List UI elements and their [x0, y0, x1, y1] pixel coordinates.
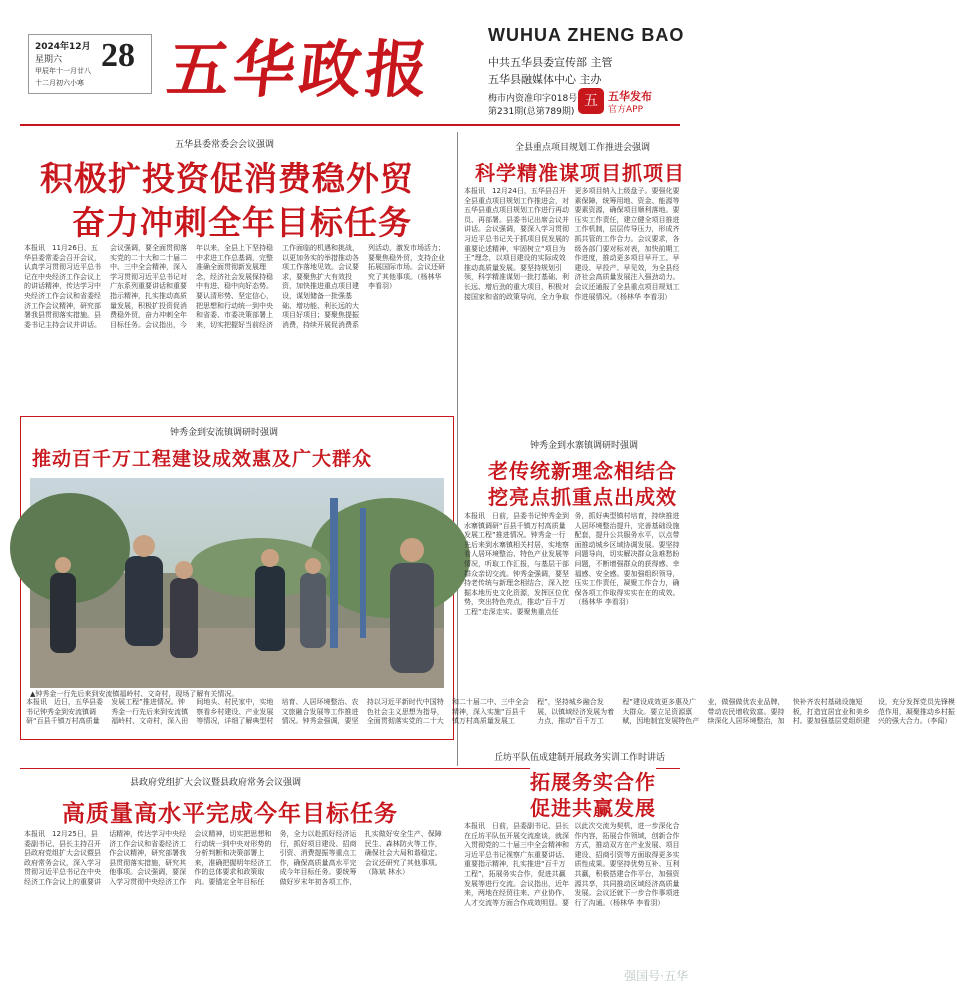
- date-lunar: 甲辰年十一月廿八: [35, 67, 91, 75]
- date-weekday: 星期六: [35, 55, 63, 65]
- app-subtitle: 官方APP: [608, 105, 644, 115]
- article1-text: 本报讯 11月26日，五华县委常委会召开会议，认真学习贯彻习近平总书记在中央经济工作会议上的讲话精神，传达学习中央经济工作会议和省委经济工作会议精神，研究部署我县贯彻落实措施。县委书记主持会议并讲话。会议强调，要全面贯彻落实党的二十大和二十届二中、三中全会精神，深入学习贯彻习近平总书记对广东系列重要讲话和重要指示精神，扎实推动高质量发展，积极扩投资促消费稳外贸，奋力冲刺全年目标任务。会议指出，今年以来，全县上下坚持稳中求进工作总基调，完整准确全面贯彻新发展理念，经济社会发展保持稳中有进、稳中向好态势。要认清形势、坚定信心，把思想和行动统一到中央和省委、市委决策部署上来，切实把握好当前经济工作面临的机遇和挑战，以更加务实的举措推动各项工作落地见效。会议要求，要聚焦扩大有效投资，加快推进重点项目建设，谋划储备一批强基础、增功能、利长远的大项目好项目；要聚焦提振消费，持续开展促消费系列活动，激发市场活力；要聚焦稳外贸，支持企业拓展国际市场。会议还研究了其他事项。（杨林华 李看羽）: [24, 244, 445, 329]
- article3-photo: [30, 478, 444, 688]
- masthead-rule: [20, 124, 680, 126]
- field-visit-photo: [30, 478, 444, 688]
- article2-text: 本报讯 12月24日，五华县召开全县重点项目规划工作推进会，对五华县重点项目规划工作进行再动员、再部署。县委书记出席会议并讲话。会议强调，要深入学习贯彻习近平总书记关于抓项目促发展的重要论述精神，牢固树立“项目为王”理念，以项目建设的实际成效推动高质量发展。要坚持规划引领，科学精准谋划一批打基础、利长远、增后劲的重大项目，积极对接国家和省的政策导向，全力争取更多项目纳入上级盘子。要强化要素保障，统筹用地、资金、能源等要素资源，确保项目顺利落地。要压实工作责任，建立健全项目推进工作机制，层层传导压力，形成齐抓共管的工作合力。会议要求，各级各部门要对标对表，加快前期工作进度，推动更多项目早开工、早建设、早投产、早见效，为全县经济社会高质量发展注入强劲动力。会议还通报了全县重点项目规划工作进展情况。（杨林华 李看羽）: [464, 187, 680, 301]
- date-box: [28, 34, 152, 94]
- article2-body: [464, 187, 680, 427]
- article5-title: 高质量高水平完成今年目标任务: [62, 800, 398, 827]
- article2-title: 科学精准谋项目抓项目: [475, 161, 685, 185]
- article4-body: [464, 512, 680, 744]
- article6-title-line2: 促进共赢发展: [530, 796, 656, 820]
- article3-title: 推动百千万工程建设成效惠及广大群众: [32, 448, 373, 470]
- article5-body: [24, 830, 444, 986]
- date-year-month: 2024年12月: [35, 42, 91, 52]
- app-name: 五华发布: [608, 90, 652, 103]
- article5-kicker: 县政府党组扩大会议暨县政府常务会议强调: [130, 778, 302, 788]
- article3-kicker: 钟秀金到安流镇调研时强调: [170, 428, 279, 438]
- article4-title-line1: 老传统新理念相结合: [488, 459, 677, 483]
- column-divider: [457, 132, 458, 766]
- date-day: 28: [101, 37, 135, 74]
- article6-title-line1: 拓展务实合作: [530, 766, 656, 795]
- sponsor-line-1: 中共五华县委宣传部 主管: [488, 56, 613, 69]
- article1-kicker: 五华县委常委会会议强调: [175, 140, 275, 150]
- article2-kicker: 全县重点项目规划工作推进会强调: [515, 143, 651, 153]
- app-logo-icon: 五: [578, 88, 604, 114]
- article6-body: [464, 822, 680, 982]
- article4-kicker: 钟秀金到水寨镇调研时强调: [530, 441, 639, 451]
- article1-body: [24, 244, 448, 406]
- article5-text: 本报讯 12月25日，县委副书记、县长主持召开县政府党组扩大会议暨县政府常务会议，深入学习贯彻习近平总书记在中央经济工作会议上的重要讲话精神，传达学习中央经济工作会议和省委经济工作会议精神，研究部署我县贯彻落实措施，研究其他事项。会议强调，要深入学习贯彻中央经济工作会议精神，切实把思想和行动统一到中央对形势的分析判断和决策部署上来，准确把握明年经济工作的总体要求和政策取向。要锚定全年目标任务，全力以赴抓好经济运行，抓好项目建设、招商引资、消费提振等重点工作，确保高质量高水平完成今年目标任务。要统筹做好岁末年初各项工作，扎实做好安全生产、保障民生、森林防火等工作，确保社会大局和谐稳定。会议还研究了其他事项。（陈斌 林水）: [24, 830, 442, 886]
- article1-title-line2: 奋力冲刺全年目标任务: [72, 203, 412, 242]
- sponsor-line-2: 五华县融媒体中心 主办: [488, 73, 602, 86]
- photo-caption: ▲钟秀金一行先后来到安流镇福岭村、文奇村，现场了解有关情况。: [30, 690, 239, 698]
- watermark: 强国号·五华: [624, 969, 688, 983]
- article6-text: 本报讯 日前，县委副书记、县长在丘坊平队伍开展交流座谈，就深入贯彻党的二十届三中全会精神和习近平总书记视察广东重要讲话、重要指示精神，扎实推进“百千万工程”，拓展务实合作，促进共赢发展等进行交流。会议指出，近年来，两地在经贸往来、产业协作、人才交流等方面合作成效明显。要以此次交流为契机，进一步深化合作内容，拓展合作领域，创新合作方式，推动双方在产业发展、项目建设、招商引资等方面取得更多实质性成果。要坚持优势互补、互利共赢，积极搭建合作平台，加强资源共享，共同推动区域经济高质量发展。会议还就下一步合作事项进行了沟通。（杨林华 李看羽）: [464, 822, 680, 907]
- article6-kicker: 丘坊平队伍成建制开展政务实训工作时讲话: [494, 753, 666, 763]
- article4-text: 本报讯 日前，县委书记钟秀金到水寨镇调研“百县千镇万村高质量发展工程”推进情况。钟秀金一行先后来到水寨镇相关村居，实地察看人居环境整治、特色产业发展等情况，听取工作汇报，与基层干部群众亲切交流。钟秀金强调，要坚持老传统与新理念相结合，深入挖掘本地历史文化资源，发挥区位优势，突出特色亮点，推动“百千万工程”走深走实。要聚焦重点任务，抓好典型镇村培育，持续推进人居环境整治提升，完善基础设施配套，提升公共服务水平，以点带面推动城乡区域协调发展。要坚持问题导向，切实解决群众急难愁盼问题，不断增强群众的获得感、幸福感、安全感。要加强组织领导，压实工作责任，凝聚工作合力，确保各项工作取得实实在在的成效。（杨林华 李看羽）: [464, 512, 680, 616]
- date-solar-term: 十二月初六小寒: [35, 79, 84, 87]
- newspaper-logo: 五华政报: [163, 33, 436, 106]
- publication-number: 梅市内资准印字018号: [488, 94, 578, 104]
- newspaper-pinyin: WUHUA ZHENG BAO: [488, 25, 685, 45]
- issue-number: 第231期(总第789期): [488, 107, 575, 117]
- article3-body: [26, 698, 955, 734]
- article3-text: 本报讯 近日，五华县委书记钟秀金到安流镇调研“百县千镇万村高质量发展工程”推进情况。钟秀金一行先后来到安流镇福岭村、文奇村，深入田间地头、村民家中，实地察看乡村建设、产业发展等情况，详细了解典型村培育、人居环境整治、农文旅融合发展等工作推进情况。钟秀金强调，要坚持以习近平新时代中国特色社会主义思想为指导，全面贯彻落实党的二十大和二十届二中、三中全会精神，深入实施“百县千镇万村高质量发展工程”，坚持城乡融合发展，以镇域经济发展为着力点，推动“百千万工程”建设成效更多惠及广大群众。要立足资源禀赋，因地制宜发展特色产业，做强做优农业品牌，带动农民增收致富。要持续深化人居环境整治，加快补齐农村基础设施短板，打造宜居宜业和美乡村。要加强基层党组织建设，充分发挥党员先锋模范作用，凝聚推动乡村振兴的强大合力。（李闻）: [26, 698, 955, 726]
- article4-title-line2: 挖亮点抓重点出成效: [488, 485, 677, 509]
- article1-title-line1: 积极扩投资促消费稳外贸: [40, 159, 414, 198]
